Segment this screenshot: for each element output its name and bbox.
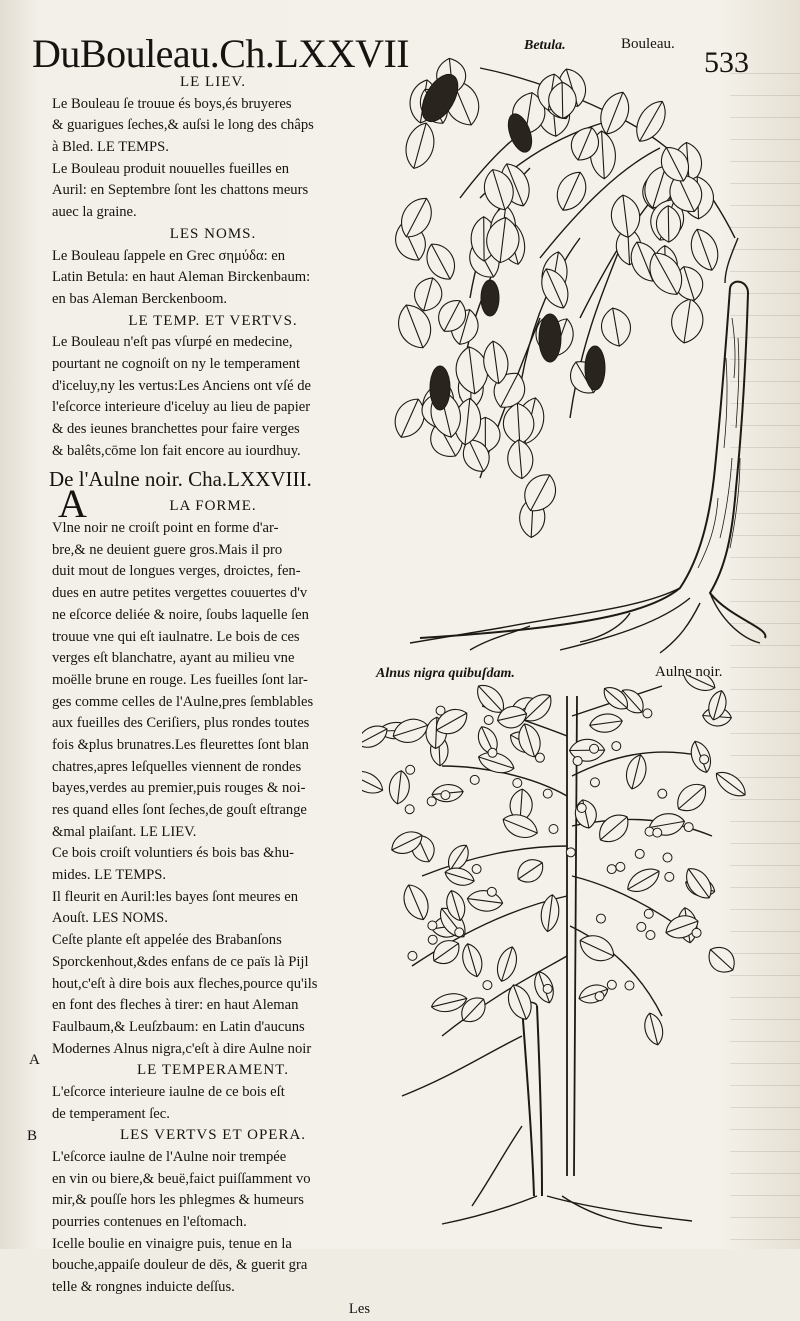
alder-berry [484, 715, 493, 724]
birch-leaf [609, 193, 642, 239]
text-line: l'eſcorce interieure d'iceluy au lieu de papier [52, 399, 311, 416]
text-line: mir,& pouſſe hors les phlegmes & humeurs [52, 1192, 304, 1209]
alder-berry [488, 748, 497, 757]
text-line: aux fueilles des Ceriſiers, plus rondes toutes [52, 715, 310, 732]
text-line: Les [348, 1300, 370, 1317]
alder-leaf [641, 1011, 666, 1047]
alder-berry [470, 775, 479, 784]
alder-berry [595, 992, 604, 1001]
alder-berry [665, 872, 674, 881]
alder-leaf [576, 981, 610, 1006]
text-line: L'eſcorce interieure iaulne de ce bois eſt [52, 1083, 285, 1100]
alder-berry [577, 804, 586, 813]
alder-berry [612, 742, 621, 751]
text-line: res quand elles ſont ſeches,de gouſt eſtrange [52, 802, 307, 818]
alder-leaf [459, 941, 486, 979]
alder-berry [658, 789, 667, 798]
alder-berry [607, 865, 616, 874]
running-title: DuBouleau.Ch.LXXVII [32, 31, 410, 76]
header-french-name: Bouleau. [621, 36, 675, 52]
text-line: hout,c'eſt à dire bois aux fleches,pource qu'ils [52, 975, 318, 992]
birch-leaf [420, 238, 461, 285]
alder-berry [566, 848, 575, 857]
section-heading: LE LIEV. [179, 74, 247, 90]
birch-woodcut-illustration [380, 38, 770, 668]
alder-berry [535, 753, 544, 762]
text-line: ges comme celles de l'Aulne,pres ſemblables [52, 693, 314, 710]
alder-berry [637, 922, 646, 931]
section-heading: LA FORME. [169, 498, 257, 515]
text-line: trouue vne qui eſt iaulnatre. Le bois de ces [52, 628, 300, 645]
alder-berry [700, 755, 709, 764]
alder-berry [405, 805, 414, 814]
text-line: d'iceluy,ny les vertus:Les Anciens ont vſé de [52, 377, 312, 394]
text-line: Icelle boulie en vinaigre puis, tenue en la [52, 1235, 292, 1252]
text-line: Le Bouleau produit nouuelles fueilles en [52, 160, 290, 177]
alder-berry [436, 706, 445, 715]
birch-leaf [551, 167, 593, 216]
alder-berry [513, 779, 522, 788]
text-line: Vlne noir ne croiſt point en forme d'ar- [52, 520, 279, 537]
text-line: verges eſt blanchatre, ayant au milieu vne [52, 650, 295, 667]
text-line: en font des fleches à tirer: en haut Aleman [52, 997, 299, 1014]
birch-leaf [669, 297, 706, 346]
text-line: dues en autre petites vergettes couuertes d'v [52, 585, 308, 602]
margin-mark-a: A [29, 1052, 40, 1068]
alder-leaf [503, 981, 536, 1023]
alder-leaf [390, 715, 431, 747]
alder-berry [441, 791, 450, 800]
section-heading: LES NOMS. [169, 225, 257, 242]
alder-berry [684, 823, 693, 832]
alder-leaf [398, 881, 433, 924]
alder-leaf [711, 767, 746, 802]
alder-leaf [362, 766, 387, 799]
alder-berry [487, 887, 496, 896]
alder-berry [428, 935, 437, 944]
text-line: moëlle brune en rouge. Les fueilles ſont lar- [52, 671, 308, 688]
text-line: Sporckenhout,&des enfans de ce païs là Pijl [52, 953, 309, 970]
alder-berry [596, 914, 605, 923]
text-line: de temperament ſec. [52, 1105, 170, 1122]
text-line: bayes,verdes au premier,puis rouges & noi- [52, 780, 306, 797]
chapter-heading: De l'Aulne noir. Cha.LXXVIII. [49, 467, 312, 492]
header-latin-name: Betula. [524, 38, 566, 53]
section-heading: LE TEMPERAMENT. [137, 1062, 289, 1079]
text-line: Il fleurit en Auril:les bayes ſont meures en [52, 888, 298, 905]
alder-berry [590, 778, 599, 787]
text-line: pourries contenues en l'eſtomach. [52, 1214, 247, 1231]
section-heading: LES VERTVS ET OPERA. [119, 1127, 307, 1144]
text-line: L'eſcorce iaulne de l'Aulne noir trempée [52, 1149, 287, 1165]
birch-leaf [506, 439, 534, 480]
birch-leaf [594, 88, 634, 139]
text-line: &mal plaiſant. LE LIEV. [52, 823, 197, 840]
alder-berry [483, 981, 492, 990]
alder-berry [663, 853, 672, 862]
folio-number: 533 [704, 46, 749, 79]
text-line: Auril: en Septembre ſont les chattons meurs [52, 182, 309, 199]
alder-leaf [443, 865, 477, 889]
text-line: auec la graine. [52, 204, 137, 221]
text-line: bre,& ne deuient guere gros.Mais il pro [52, 541, 283, 558]
alder-leaf [623, 753, 650, 792]
text-line: à Bled. LE TEMPS. [52, 139, 169, 156]
alder-berry [408, 951, 417, 960]
alder-leaf [703, 941, 741, 978]
alder-leaf [589, 712, 624, 734]
alder-leaf [388, 770, 412, 805]
alder-leaf [671, 778, 712, 818]
alder-berry [549, 824, 558, 833]
alder-leaf [680, 676, 718, 695]
text-line: mides. LE TEMPS. [52, 867, 167, 884]
alder-berry [692, 928, 701, 937]
text-line: pourtant ne cognoiſt on ny le temperament [52, 355, 301, 372]
text-line: telle & rongnes induicte deſſus. [52, 1279, 235, 1296]
alder-berry [543, 789, 552, 798]
caption-latin: Alnus nigra quibuſdam. [376, 666, 515, 681]
alder-berry [653, 828, 662, 837]
text-line: Le Bouleau n'eſt pas vſurpé en medecine, [52, 334, 293, 351]
text-line: chatres,apres leſquelles viennent de rondes [52, 758, 302, 775]
alder-berry [646, 931, 655, 940]
text-line: Ce bois croiſt voluntiers és bois bas &hu- [52, 845, 294, 862]
text-line: en vin ou biere,& beuë,faict puiſſamment vo [52, 1170, 311, 1187]
alder-berry [455, 928, 464, 937]
alder-berry [616, 862, 625, 871]
alder-berry [644, 909, 653, 918]
text-line: & guarigues ſeches,& auſsi le long des châps [52, 117, 314, 134]
margin-mark-b: B [27, 1128, 38, 1144]
text-line: duit mout de longues verges, droictes, fen- [52, 563, 301, 580]
alder-leaf [493, 944, 520, 984]
text-line: fois &plus brunatres.Les fleurettes ſont blan [52, 736, 309, 753]
alder-leaf [539, 894, 561, 933]
text-column [49, 72, 374, 1321]
alder-berry [428, 921, 437, 930]
birch-leaf [535, 264, 574, 313]
alder-leaf [466, 888, 504, 913]
section-heading: LE TEMP. ET VERTVS. [128, 312, 298, 329]
text-line: bouche,appaiſe douleur de dēs, & guerit gra [52, 1257, 308, 1274]
black-alder-woodcut-illustration [362, 676, 746, 1236]
birch-leaf [401, 120, 439, 172]
text-line: Modernes Alnus nigra,c'eſt à dire Aulne noir [52, 1040, 312, 1057]
alder-berry [406, 765, 415, 774]
birch-leaf [598, 306, 633, 349]
caption-french: Aulne noir. [655, 664, 723, 680]
birch-leaf [629, 96, 672, 147]
alder-leaf [575, 930, 618, 967]
alder-berry [590, 744, 599, 753]
text-line: Le Bouleau ſe trouue és boys,és bruyeres [52, 95, 292, 112]
birch-leaf [685, 225, 723, 274]
text-line: Faulbaum,& Leuſzbaum: en Latin d'aucuns [52, 1018, 305, 1035]
drop-capital: A [58, 481, 87, 526]
alder-berry [573, 756, 582, 765]
alder-leaf [623, 863, 663, 897]
alder-leaf [662, 911, 701, 942]
alder-berry [543, 984, 552, 993]
alder-berry [635, 849, 644, 858]
text-line: & balêts,cōme lon fait encore au iourdhuy. [52, 442, 301, 459]
alder-berry [643, 709, 652, 718]
text-line: Le Bouleau ſappele en Grec σημύδα: en [52, 247, 286, 264]
text-line: Ceſte plante eſt appelée des Brabanſons [52, 932, 282, 949]
alder-leaf [593, 808, 634, 848]
alder-berry [607, 980, 616, 989]
text-line: Aouſt. LES NOMS. [52, 910, 168, 927]
text-line: en bas Aleman Berckenboom. [52, 290, 228, 307]
alder-berry [625, 981, 634, 990]
text-line: & des ieunes branchettes pour faire verges [52, 421, 300, 437]
text-line: ne eſcorce deliée & noire, ſoubs laquelle ſen [52, 606, 309, 623]
alder-leaf [512, 854, 548, 888]
alder-berry [472, 865, 481, 874]
alder-berry [427, 797, 436, 806]
text-line: Latin Betula: en haut Aleman Birckenbaum: [52, 269, 311, 286]
